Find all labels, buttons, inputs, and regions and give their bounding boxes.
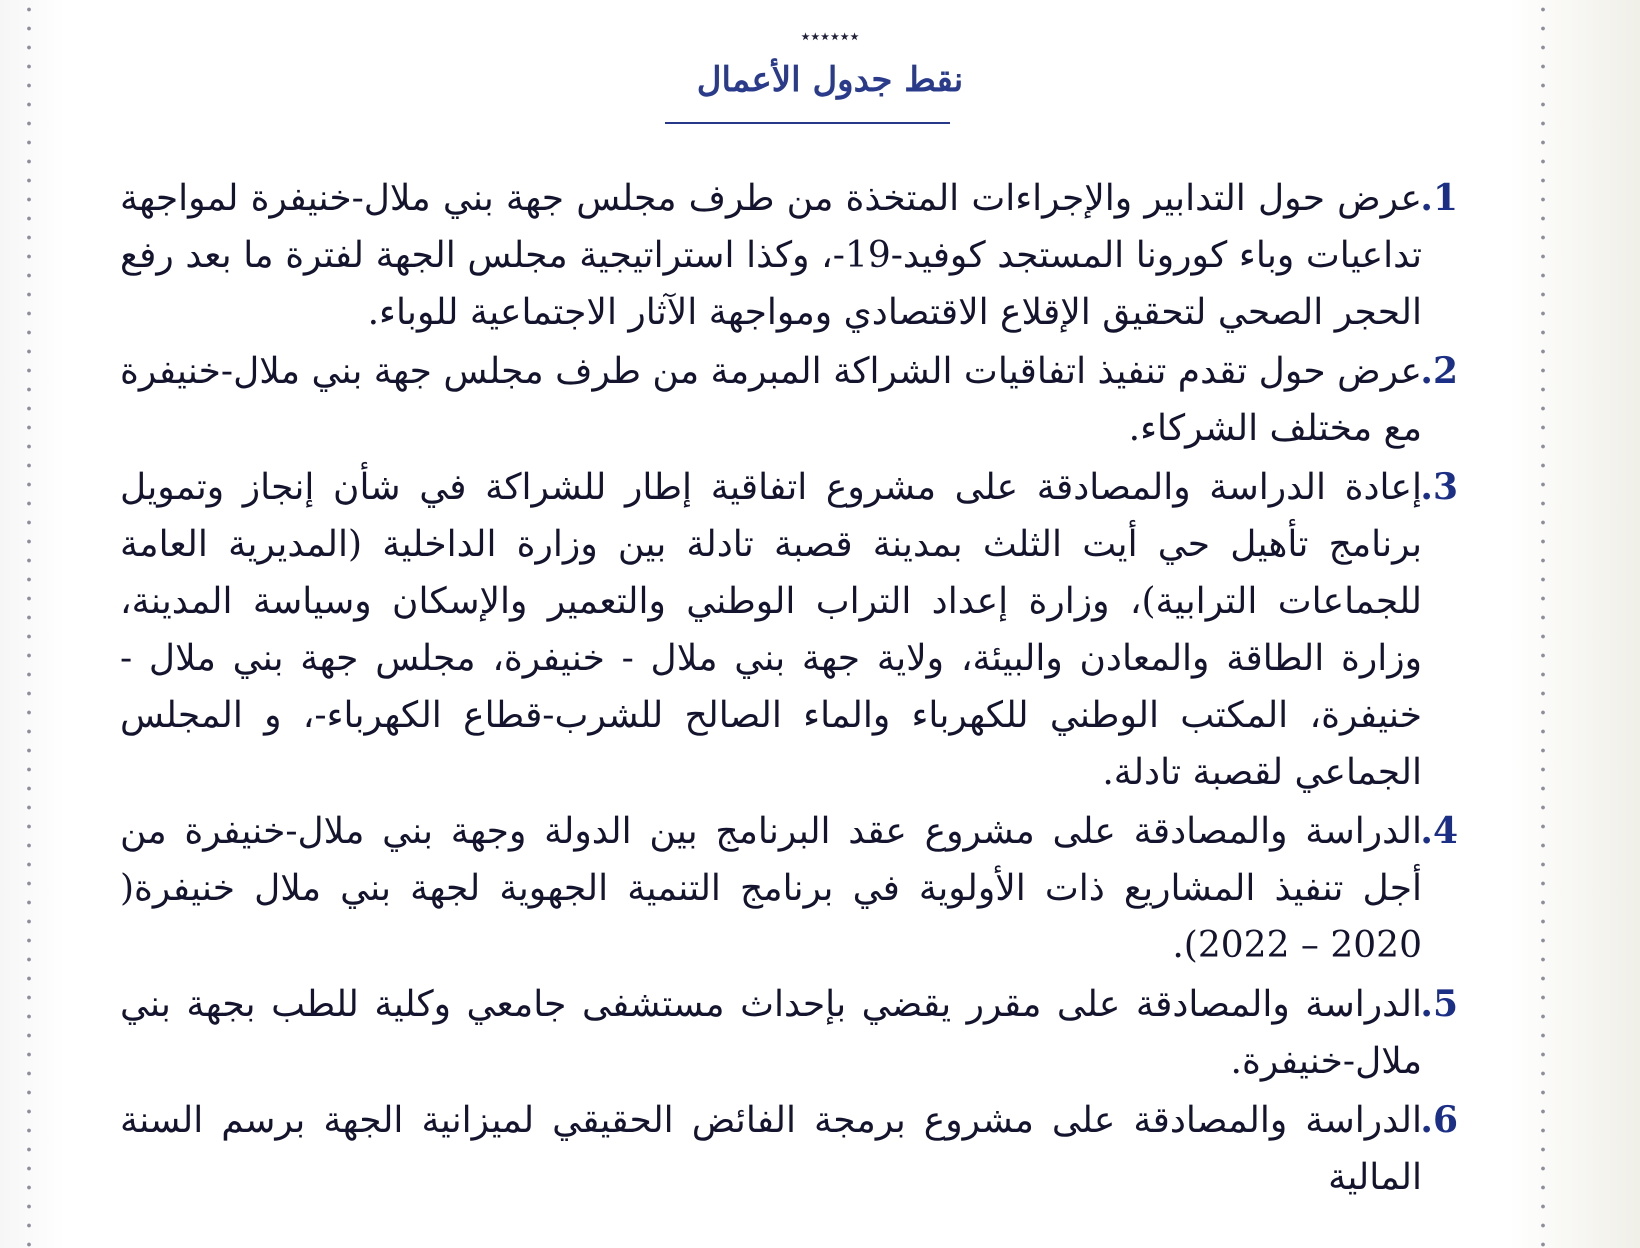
agenda-item [120, 803, 1458, 974]
cut-off-header-text [380, 0, 1260, 14]
page-title: نقط جدول الأعمال [696, 60, 964, 100]
agenda-item [120, 170, 1458, 341]
agenda-item-text: الدراسة والمصادقة على مشروع برمجة الفائض الحقيقي لميزانية الجهة برسم السنة المالية [120, 1100, 1422, 1198]
agenda-item-number: 2. [1420, 350, 1458, 392]
agenda-item [120, 343, 1458, 457]
title-underline [665, 122, 950, 124]
agenda-item-text: عرض حول التدابير والإجراءات المتخذة من طرف مجلس جهة بني ملال-خنيفرة لمواجهة تداعيات وباء كورونا المستجد كوفيد-19-، وكذا استراتيجية مجلس الجهة لفترة ما بعد رفع الحجر الصحي لتحقيق الإقلاع الاقتصادي ومواجهة الآثار الاجتماعية للوباء. [120, 178, 1422, 333]
agenda-item-number: 1. [1420, 177, 1458, 219]
agenda-item-number: 5. [1420, 983, 1458, 1025]
decorative-border-right [1532, 0, 1554, 1248]
agenda-list [120, 170, 1458, 1208]
agenda-item-text: إعادة الدراسة والمصادقة على مشروع اتفاقية إطار للشراكة في شأن إنجاز وتمويل برنامج تأهيل حي أيت الثلث بمدينة قصبة تادلة بين وزارة الداخلية (المديرية العامة للجماعات الترابية)، وزارة إعداد التراب الوطني والتعمير والإسكان وسياسة المدينة، وزارة الطاقة والمعادن والبيئة، ولاية جهة بني ملال - خنيفرة، مجلس جهة بني ملال - خنيفرة، المكتب الوطني للكهرباء والماء الصالح للشرب-قطاع الكهرباء-، و المجلس الجماعي لقصبة تادلة. [120, 467, 1422, 793]
agenda-item-text: الدراسة والمصادقة على مشروع عقد البرنامج بين الدولة وجهة بني ملال-خنيفرة من أجل تنفيذ المشاريع ذات الأولوية في برنامج التنمية الجهوية لجهة بني ملال خنيفرة( 2020 – 2022). [120, 811, 1422, 966]
agenda-item [120, 459, 1458, 801]
agenda-item-text: عرض حول تقدم تنفيذ اتفاقيات الشراكة المبرمة من طرف مجلس جهة بني ملال-خنيفرة مع مختلف الشركاء. [120, 351, 1422, 449]
agenda-item [120, 976, 1458, 1090]
agenda-item-number: 4. [1420, 810, 1458, 852]
decorative-border-left [18, 0, 40, 1248]
ornament-divider: ٭٭٭٭٭٭ [800, 26, 860, 47]
agenda-item-text: الدراسة والمصادقة على مقرر يقضي بإحداث مستشفى جامعي وكلية للطب بجهة بني ملال-خنيفرة. [120, 984, 1422, 1082]
agenda-item-number: 6. [1420, 1099, 1458, 1141]
agenda-item-number: 3. [1420, 466, 1458, 508]
agenda-item [120, 1092, 1458, 1206]
